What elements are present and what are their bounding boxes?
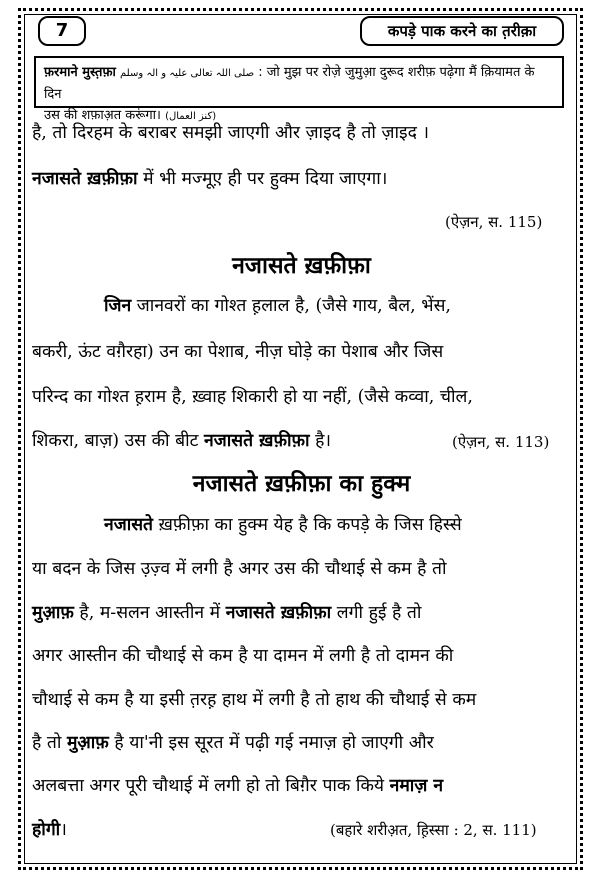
hadith-text-1: : जो मुझ पर रोजे़ जुमुआ़ दुरूद शरीफ़ पढ़ेगा मैं क़ियामत के दिन [44,65,535,102]
bold-term: मुआ़फ़ [66,733,109,753]
text: । [60,820,67,840]
text: लगी हुई है तो [331,603,422,623]
text: है या'नी इस सूरत में पढ़ी गई नमाज़ हो जाएगी और [108,733,434,753]
page-number: 7 [38,16,86,46]
hadith-lead: फ़रमाने मुस्त़फ़ा [44,65,116,80]
para3-line-3 [32,600,572,624]
text: है। [309,431,332,451]
hadith-text-2: उस की शफ़ाअ़त करूंगा। [44,108,161,123]
bold-term: नमाज़ न [389,776,444,796]
para3-line-5: चौथाई से कम है या इसी त़रह़ हाथ में लगी है तो हाथ की चौथाई से कम [32,690,477,710]
bold-term: नजासते ख़फ़ीफ़ा [32,169,138,189]
bold-term: होगी [32,820,61,840]
bold-term: नजासते ख़फ़ीफ़ा [204,431,310,451]
heading-najasate-khafifa: नजासते ख़फ़ीफ़ा [232,253,371,279]
text: में भी मज्मूए़ ही पर हुक्म दिया जाएगा। [137,169,388,189]
para3-line-6 [32,730,572,754]
hadith-source: (کنز العمال) [165,111,217,122]
para1-line-2 [32,166,572,190]
hadith-box [34,56,564,123]
bold-term: जिन [104,296,132,316]
para1-reference: (ऐज़न, स. 115) [445,213,543,231]
text: शिकरा, बाज़) उस की बीट [32,431,205,451]
running-title: कपड़े पाक करने का त़रीक़ा [360,16,564,46]
para3-line-2: या बदन के जिस उ़ज़्व में लगी है अगर उस की चौथाई से कम है तो [32,559,447,579]
text: जानवरों का गोश्त ह़लाल है, (जैसे गाय, बैल, भेंस, [131,296,451,316]
para3-line-4: अगर आस्तीन की चौथाई से कम है या दामन में लगी है तो दामन की [32,646,454,666]
para3-line-1 [104,512,603,536]
para2-line-1 [104,293,603,317]
bold-term: नजासते [104,515,154,535]
text: है तो [32,733,67,753]
para1-line-1: है, तो दिरहम के बराबर समझी जाएगी और ज़ाइद है तो ज़ाइद । [32,123,430,143]
para2-reference: (ऐज़न, स. 113) [452,433,550,451]
text: है, म-सलन आस्तीन में [73,603,226,623]
para2-line-3: परिन्द का गोश्त ह़राम है, ख़्वाह शिकारी हो या नहीं, (जैसे कव्वा, चील, [32,387,473,407]
heading-hukm: नजासते ख़फ़ीफ़ा का हुक्म [192,471,411,497]
bold-term: नजासते ख़फ़ीफ़ा [225,603,332,623]
hadith-salutation: صلی اللہ تعالی علیہ و الہ وسلم [120,68,255,79]
para3-reference: (बहारे शरीअ़त, ह़िस्सा : 2, स. 111) [330,821,537,839]
hadith-line-1 [44,62,554,105]
text: ख़फ़ीफ़ा का हुक्म येह है कि कपड़े के जिस हिस्से [153,515,462,535]
bold-term: मुआ़फ़ [32,603,74,623]
para2-line-2: बकरी, ऊंट वग़ैरहा) उन का पेशाब, नीज़ घोड़े का पेशाब और जिस [32,342,444,362]
para3-line-7 [32,773,572,797]
text: अलबत्ता अगर पूरी चौथाई में लगी हो तो बिग़ैर पाक किये [32,776,390,796]
